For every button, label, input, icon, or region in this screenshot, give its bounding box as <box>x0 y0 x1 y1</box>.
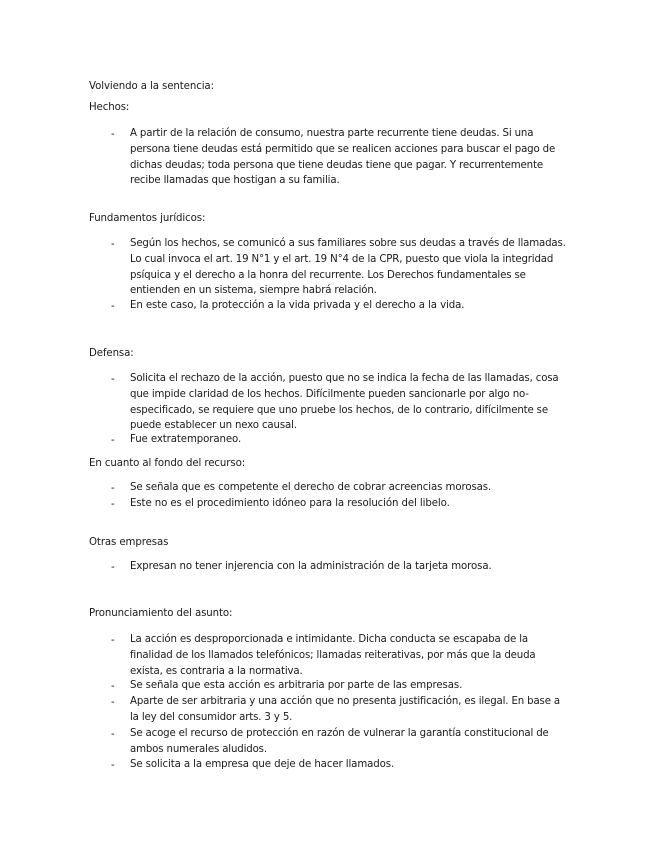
pronunciamiento-item-2: Se señala que esta acción es arbitraria por parte de las empresas. <box>130 680 463 691</box>
pronunciamiento-item-1: La acción es desproporcionada e intimidante. Dicha conducta se escapaba de la finalidad de los llamados telefónicos; llamadas reiterativas, por más que la deuda exista, es contraria a la normativa. <box>130 634 536 677</box>
heading-otras: Otras empresas <box>89 537 169 548</box>
heading-pronunciamiento: Pronunciamiento del asunto: <box>89 608 233 619</box>
bullet-dash: - <box>111 697 115 708</box>
bullet-dash: - <box>111 681 115 692</box>
intro-line: Volviendo a la sentencia: <box>89 81 214 92</box>
fundamentos-item-1: Según los hechos, se comunicó a sus familiares sobre sus deudas a través de llamadas. Lo cual invoca el art. 19 N°1 y el art. 19 N°4 de la CPR, puesto que viola la integridad psíquica y el derecho a la honra del recurrente. Los Derechos fundamentales se entienden en un sistema, siempre habrá relación. <box>130 238 566 297</box>
otras-item-1: Expresan no tener injerencia con la administración de la tarjeta morosa. <box>130 561 492 572</box>
bullet-dash: - <box>111 562 115 573</box>
heading-fondo: En cuanto al fondo del recurso: <box>89 458 246 469</box>
heading-fundamentos: Fundamentos jurídicos: <box>89 213 206 224</box>
pronunciamiento-item-5: Se solicita a la empresa que deje de hacer llamados. <box>130 759 395 770</box>
fondo-item-2: Este no es el procedimiento idóneo para la resolución del libelo. <box>130 498 450 509</box>
bullet-dash: - <box>111 729 115 740</box>
hechos-item-1: A partir de la relación de consumo, nuestra parte recurrente tiene deudas. Si una persona tiene deudas está permitido que se realicen acciones para buscar el pago de dichas deudas; toda persona que tiene deudas tiene que pagar. Y recurrentemente recibe llamadas que hostigan a su familia. <box>130 128 556 187</box>
heading-hechos: Hechos: <box>89 102 130 113</box>
defensa-item-1: Solicita el rechazo de la acción, puesto que no se indica la fecha de las llamadas, cosa que impide claridad de los hechos. Difícilmente pueden sancionarle por algo no-especificado, se requiere que uno pruebe los hechos, de lo contrario, difícilmente se puede establecer un nexo causal. <box>130 373 559 432</box>
bullet-dash: - <box>111 499 115 510</box>
bullet-dash: - <box>111 760 115 771</box>
bullet-dash: - <box>111 374 115 385</box>
bullet-dash: - <box>111 239 115 250</box>
fondo-item-1: Se señala que es competente el derecho de cobrar acreencias morosas. <box>130 482 492 493</box>
bullet-dash: - <box>111 301 115 312</box>
pronunciamiento-item-4: Se acoge el recurso de protección en razón de vulnerar la garantía constitucional de ambos numerales aludidos. <box>130 728 549 755</box>
bullet-dash: - <box>111 435 115 446</box>
bullet-dash: - <box>111 129 115 140</box>
heading-defensa: Defensa: <box>89 348 134 359</box>
pronunciamiento-item-3: Aparte de ser arbitraria y una acción que no presenta justificación, es ilegal. En base a la ley del consumidor arts. 3 y 5. <box>130 696 561 723</box>
defensa-item-2: Fue extratemporaneo. <box>130 434 242 445</box>
bullet-dash: - <box>111 635 115 646</box>
fundamentos-item-2: En este caso, la protección a la vida privada y el derecho a la vida. <box>130 300 465 311</box>
bullet-dash: - <box>111 483 115 494</box>
